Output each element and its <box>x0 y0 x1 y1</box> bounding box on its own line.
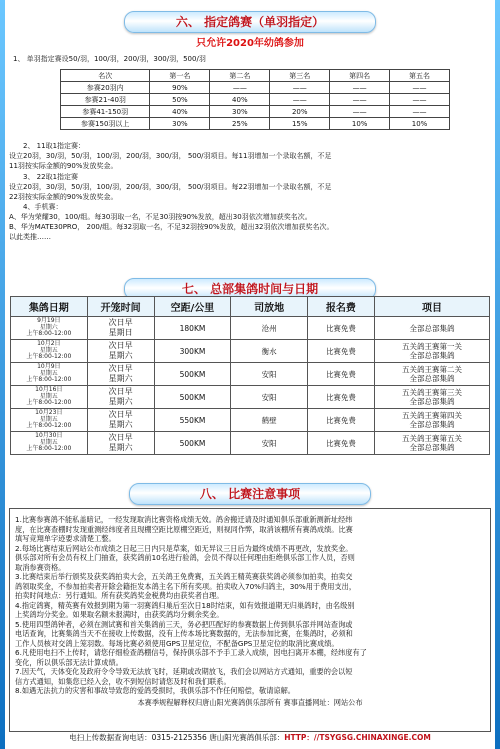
prize-cell: 40% <box>210 94 270 106</box>
item3-title: 3、 22取1指定赛 <box>23 173 79 181</box>
release-time <box>87 386 154 409</box>
footer <box>5 732 495 743</box>
release-time-line: 星期六 <box>108 351 133 360</box>
schedule-row <box>11 363 490 386</box>
collect-date-line: 上午8:00-12:00 <box>26 422 72 430</box>
item2-line1: 设立20羽，30/羽，50/羽，100/羽，200/羽，300/羽， 500/羽项目。每11羽增加一个录取名额，不足 <box>9 152 332 160</box>
collect-date-line: 星期五 <box>39 415 58 423</box>
prize-cell: —— <box>210 82 270 94</box>
note-line: 1.比赛参赛鸽不能私盖暗记，一经发现取消比赛资格成绩无效。鸽舍搬迁请及时通知俱乐部重新测新址经纬 <box>15 515 353 524</box>
release-time-line: 次日早 <box>108 387 133 396</box>
schedule-col-header: 开笼时间 <box>87 297 154 317</box>
table-row <box>61 82 450 94</box>
release-place-cell: 沧州 <box>231 317 308 340</box>
prize-cell: —— <box>390 82 450 94</box>
prize-cell: 20% <box>270 106 330 118</box>
section-seven-heading: 七、 总部集鸽时间与日期 <box>124 278 376 300</box>
race-item <box>374 386 489 409</box>
distance-cell: 500KM <box>154 432 231 455</box>
race-item-line: 五关鸽王赛第四关 <box>401 411 462 420</box>
note-line: 4.指定鸽赛，精英赛有效报到期为第一羽赛鸽归巢后至次日18时结束，如有效报道期无归巢鸽时，由名级别 <box>15 600 355 610</box>
prize-col-header: 名次 <box>61 70 150 82</box>
note-line: 度，在比赛查棚时发现重测经纬度者且现棚空距比原棚空距近，则视同作弊，取消该棚所有赛鸽成绩。比赛 <box>15 524 353 534</box>
collect-date <box>11 432 88 455</box>
race-item-line: 五关鸽王赛第三关 <box>401 388 462 397</box>
distance-cell: 550KM <box>154 409 231 432</box>
distance-cell: 500KM <box>154 363 231 386</box>
schedule-row <box>11 409 490 432</box>
prize-row-label: 参赛41-150羽 <box>61 106 150 118</box>
collect-date <box>11 340 88 363</box>
note-line: 上奖鸽均分奖金。如果取名额未报满时，由获奖鸽均分剩余奖金。 <box>15 610 224 619</box>
race-item-line: 全部总部集鸽 <box>409 323 455 333</box>
note-line: 6.凡使用电扫不上传时，请您仔细检查鸽棚信号，保持俱乐部不予手工录入成绩，因电扫离开本棚，经纬度有了 <box>15 648 367 657</box>
schedule-col-header: 报名费 <box>307 297 374 317</box>
item3-line1: 设立20羽，30/羽，50/羽，100/羽，200/羽，300/羽， 500/羽项目。每22羽增加一个录取名额，不足 <box>9 183 332 191</box>
item4-a: A、华为荣耀30，100/组。每30羽取一名，不足30羽按90%发放，超出30羽依次增加获奖名次。 <box>9 213 312 221</box>
prize-cell: 90% <box>150 82 210 94</box>
collect-date-line: 星期五 <box>39 369 58 377</box>
collect-date-line: 上午8:00-12:00 <box>26 376 72 384</box>
entry-fee-cell: 比赛免费 <box>307 386 374 409</box>
collect-date <box>11 317 88 340</box>
prize-distribution-table <box>60 69 450 130</box>
release-place-cell: 安阳 <box>231 432 308 455</box>
race-item <box>374 363 489 386</box>
notes-box <box>9 508 491 732</box>
release-time-line: 星期六 <box>108 397 133 406</box>
item2-line2: 11羽按实际金额的90%发放奖金。 <box>9 162 118 170</box>
release-time <box>87 432 154 455</box>
prize-cell: —— <box>270 82 330 94</box>
item4-end: 以此类推…… <box>9 233 51 241</box>
prize-cell: 30% <box>150 118 210 130</box>
distance-cell: 500KM <box>154 386 231 409</box>
release-time-line: 次日早 <box>108 341 133 350</box>
race-item-line: 五关鸽王赛第一关 <box>401 342 462 351</box>
race-item <box>374 317 489 340</box>
note-line: 3.比赛结束后举行颁奖及获奖鸽拍卖大会，五关鸽王免费赛，五关鸽王精英赛获奖鸽必须参加拍卖，拍卖交 <box>15 572 353 581</box>
release-time <box>87 409 154 432</box>
note-line: 取消参赛资格。 <box>15 562 66 572</box>
release-time <box>87 363 154 386</box>
release-time-line: 次日早 <box>108 318 133 327</box>
collect-date-line: 10月23日 <box>35 408 63 416</box>
notes-list <box>15 515 485 707</box>
club-website-link[interactable]: HTTP：//TSYGSG.CHINAXINGE.COM <box>284 733 431 742</box>
rules-closing-line: 本赛季规程解释权归唐山阳光赛鸽俱乐部所有 赛事直播网址：网站公布 <box>137 697 363 707</box>
item2-title: 2、 11取1指定赛： <box>23 142 86 150</box>
note-line: 拍卖时间地点：另行通知。所有获奖鸽奖金税费均由获奖者自理。 <box>15 591 224 600</box>
schedule-col-header: 空距/公里 <box>154 297 231 317</box>
prize-cell: 30% <box>210 106 270 118</box>
footer-contact: 电扫上传数据查询电话：0315-2125356 唐山阳光赛鸽俱乐部： <box>69 733 285 742</box>
collect-date <box>11 386 88 409</box>
release-time-line: 次日早 <box>108 364 133 373</box>
distance-cell: 180KM <box>154 317 231 340</box>
prize-cell: —— <box>390 106 450 118</box>
schedule-col-header: 项目 <box>374 297 489 317</box>
collect-date-line: 星期五 <box>39 438 58 446</box>
note-line: 鸽领取奖金，不参加拍卖者开除会籍拒发本鸽主名下所有奖项。拍卖收入70%归鸽主，30%用于费用支出， <box>15 581 357 591</box>
schedule-col-header: 集鸽日期 <box>11 297 88 317</box>
table-row <box>61 94 450 106</box>
note-line: 变化，所以俱乐部无法计算成绩。 <box>15 657 123 667</box>
prize-cell: 25% <box>210 118 270 130</box>
prize-cell: 15% <box>270 118 330 130</box>
prize-col-header: 第二名 <box>210 70 270 82</box>
prize-cell: —— <box>390 94 450 106</box>
prize-col-header: 第五名 <box>390 70 450 82</box>
note-line: 8.如遇无法抗力的灾害和事故导致您的爱鸽受损时，我俱乐部不作任何赔偿，敬请谅解。 <box>15 686 295 695</box>
prize-cell: —— <box>330 106 390 118</box>
entry-fee-cell: 比赛免费 <box>307 363 374 386</box>
schedule-row <box>11 432 490 455</box>
prize-col-header: 第四名 <box>330 70 390 82</box>
item4-title: 4、手机赛： <box>23 203 63 211</box>
release-place-cell: 鹤壁 <box>231 409 308 432</box>
release-time-line: 星期日 <box>108 328 133 337</box>
race-item-line: 全部总部集鸽 <box>409 397 455 406</box>
schedule-row <box>11 317 490 340</box>
prize-cell: 50% <box>150 94 210 106</box>
note-line: 电话查询，比赛集鸽当天不在接收上传数据，没有上传本场比赛数据的，无法参加比赛，在集鸽时，必须和 <box>15 629 353 638</box>
note-line: 5.使用四型鸽钟者，必须在测试赛和首关集鸽前三天，务必把匹配好的参赛数据上传到俱乐部并网站查询或 <box>15 619 353 629</box>
collect-date-line: 星期五 <box>39 392 58 400</box>
collect-date-line: 10月30日 <box>35 431 63 439</box>
collect-date-line: 上午8:00-12:00 <box>26 353 72 361</box>
prize-row-label: 参赛20羽内 <box>61 82 150 94</box>
distance-cell: 300KM <box>154 340 231 363</box>
note-line: 俱乐部对所有会员有权上门抽查，获奖鸽前10名进行验鸽，会员不得以任何理由拒绝俱乐部工作人员，否则 <box>15 553 355 562</box>
prize-col-header: 第三名 <box>270 70 330 82</box>
prize-cell: 10% <box>390 118 450 130</box>
race-item-line: 全部总部集鸽 <box>409 420 455 429</box>
note-line: 工作人员核对交鸽上笼羽数。每场比赛必须使用GPS卫星定位，不配备GPS卫星定位的取消比赛成绩。 <box>15 638 339 648</box>
race-item-line: 全部总部集鸽 <box>409 374 455 383</box>
entry-fee-cell: 比赛免费 <box>307 317 374 340</box>
schedule-table <box>10 296 490 455</box>
release-time <box>87 340 154 363</box>
note-line: 信方式通知，如集您已经入会，收不到短信时请您及时和我们联系。 <box>15 676 231 686</box>
release-place-cell: 安阳 <box>231 363 308 386</box>
entry-fee-cell: 比赛免费 <box>307 340 374 363</box>
collect-date-line: 9月19日 <box>37 316 61 324</box>
collect-date-line: 10月9日 <box>37 362 61 370</box>
release-time <box>87 317 154 340</box>
collect-date-line: 10月2日 <box>37 339 61 347</box>
note-line: 2.每场比赛结束后网站公布成绩之日起三日内只是草案，如无异议三日后为最终成绩不再更改，发放奖金。 <box>15 543 353 553</box>
collect-date-line: 上午8:00-12:00 <box>26 445 72 453</box>
release-time-line: 星期六 <box>108 443 133 452</box>
race-item-line: 全部总部集鸽 <box>409 443 455 452</box>
item3-line2: 22羽按实际金额的90%发放奖金。 <box>9 193 118 201</box>
document-sheet <box>5 0 495 749</box>
collect-date-line: 上午8:00-12:00 <box>26 399 72 407</box>
section-eight-heading: 八、 比赛注意事项 <box>129 483 371 505</box>
entry-fee-cell: 比赛免费 <box>307 409 374 432</box>
prize-table-header-row <box>61 70 450 82</box>
note-line: 填写竞翔单字迹要求清楚工整。 <box>15 534 116 543</box>
entry-fee-cell: 比赛免费 <box>307 432 374 455</box>
item4-b: B、华为MATE30PRO， 200/组。每32羽取一名，不足32羽按90%发放，超出32羽依次增加获奖名次。 <box>9 223 334 231</box>
collect-date-line: 上午8:00-12:00 <box>26 330 72 338</box>
collect-date-line: 星期五 <box>39 346 58 354</box>
race-item <box>374 340 489 363</box>
section-six-item1: 1、 单羽指定赛设50/羽，100/羽，200/羽，300/羽，500/羽 <box>13 55 206 63</box>
section-six-subtitle: 只允许2020年幼鸽参加 <box>196 38 304 49</box>
race-item <box>374 432 489 455</box>
prize-row-label: 参赛21-40羽 <box>61 94 150 106</box>
collect-date <box>11 363 88 386</box>
collect-date <box>11 409 88 432</box>
prize-cell: —— <box>270 94 330 106</box>
release-time-line: 星期六 <box>108 420 133 429</box>
prize-cell: 10% <box>330 118 390 130</box>
race-item-line: 全部总部集鸽 <box>409 351 455 360</box>
release-time-line: 次日早 <box>108 433 133 442</box>
prize-row-label: 参赛150羽以上 <box>61 118 150 130</box>
release-time-line: 星期六 <box>108 374 133 383</box>
race-item-line: 五关鸽王赛第二关 <box>401 365 462 374</box>
release-place-cell: 衡水 <box>231 340 308 363</box>
release-time-line: 次日早 <box>108 410 133 419</box>
schedule-row <box>11 340 490 363</box>
section-six-heading: 六、 指定鸽赛（单羽指定） <box>124 11 376 33</box>
schedule-row <box>11 386 490 409</box>
prize-col-header: 第一名 <box>150 70 210 82</box>
prize-cell: 40% <box>150 106 210 118</box>
schedule-header-row <box>11 297 490 317</box>
prize-cell: —— <box>330 82 390 94</box>
schedule-col-header: 司放地 <box>231 297 308 317</box>
collect-date-line: 10月16日 <box>35 385 63 393</box>
race-item <box>374 409 489 432</box>
collect-date-line: 星期六 <box>39 323 58 331</box>
release-place-cell: 安阳 <box>231 386 308 409</box>
race-item-line: 五关鸽王赛第五关 <box>401 434 462 443</box>
table-row <box>61 118 450 130</box>
prize-cell: —— <box>330 94 390 106</box>
note-line: 7.因天气，天体变化及政府令令导致无法放飞时，延期或改期放飞，我们会以网站方式通知，重要的会以短 <box>15 667 353 676</box>
table-row <box>61 106 450 118</box>
